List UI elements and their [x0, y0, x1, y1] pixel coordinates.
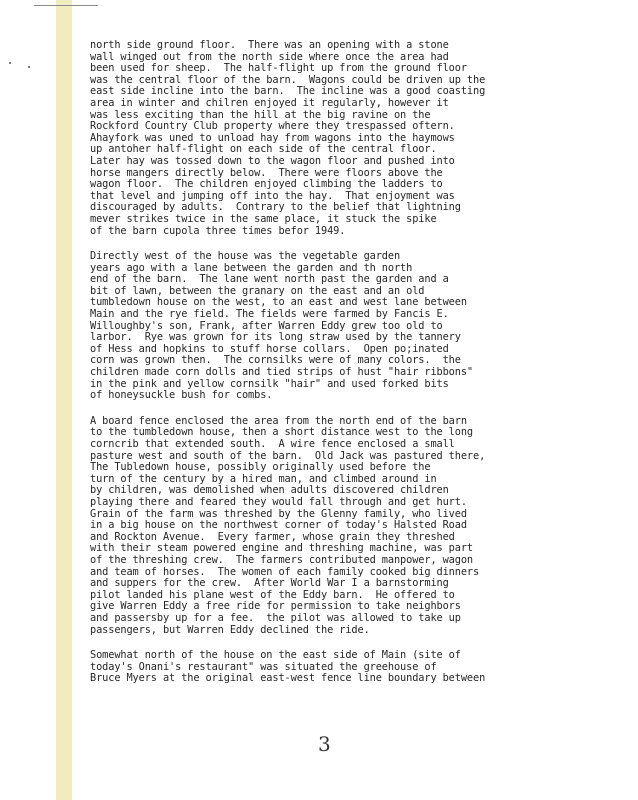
text-line: was the central floor of the barn. Wagons could be driven up the: [90, 74, 486, 86]
text-line: to the tumbledown house, then a short distance west to the long: [90, 427, 473, 439]
text-line: passengers, but Warren Eddy declined the ride.: [90, 624, 370, 636]
text-line: Directly west of the house was the vegetable garden: [90, 251, 401, 263]
text-line: bit of lawn, between the granary on the east and an old: [90, 285, 425, 297]
text-line: give Warren Eddy a free ride for permission to take neighbors: [90, 601, 461, 613]
text-line: Grain of the farm was threshed by the Glenny family, who lived: [90, 508, 467, 520]
paragraph: [90, 416, 590, 636]
text-line: pasture west and south of the barn. Old Jack was pastured there,: [90, 450, 486, 462]
binder-strip: [56, 0, 72, 800]
text-line: discouraged by adults. Contrary to the belief that lightning: [90, 202, 461, 214]
text-line: Bruce Myers at the original east-west fence line boundary between: [90, 673, 486, 685]
text-line: The Tubledown house, possibly originally used before the: [90, 462, 431, 474]
text-line: and team of horses. The women of each family cooked big dinners: [90, 566, 480, 578]
text-line: wagon floor. The children enjoyed climbing the ladders to: [90, 179, 443, 191]
text-line: Somewhat north of the house on the east side of Main (site of: [90, 650, 461, 662]
text-line: larbor. Rye was grown for its long straw used by the tannery: [90, 332, 461, 344]
text-line: and Rockton Avenue. Every farmer, whose grain they threshed: [90, 531, 455, 543]
text-line: of the threshing crew. The farmers contributed manpower, wagon: [90, 554, 473, 566]
paragraph: [90, 650, 590, 685]
text-line: pilot landed his plane west of the Eddy barn. He offered to: [90, 589, 455, 601]
text-line: was less exciting than the hill at the big ravine on the: [90, 109, 431, 121]
text-line: in a big house on the northwest corner of today's Halsted Road: [90, 520, 467, 532]
text-line: of Hess and hopkins to stuff horse collars. Open po;inated: [90, 343, 449, 355]
text-line: east side incline into the barn. The incline was a good coasting: [90, 86, 486, 98]
text-line: Main and the rye field. The fields were farmed by Fancis E.: [90, 309, 449, 321]
text-line: horse mangers directly below. There were floors above the: [90, 167, 443, 179]
paragraph: [90, 40, 590, 237]
text-line: tumbledown house on the west, to an east and west lane between: [90, 297, 467, 309]
text-line: years ago with a lane between the garden and th north: [90, 262, 413, 274]
text-line: Later hay was tossed down to the wagon floor and pushed into: [90, 155, 455, 167]
text-line: Ahayfork was uned to unload hay from wagons into the haymows: [90, 132, 455, 144]
text-line: of the barn cupola three times befor 1949.: [90, 225, 346, 237]
text-line: playing there and feared they would fall through and get hurt.: [90, 496, 467, 508]
text-line: Willoughby's son, Frank, after Warren Eddy grew too old to: [90, 320, 443, 332]
text-line: Rockford Country Club property where they trespassed oftern.: [90, 121, 455, 133]
text-line: by children, was demolished when adults discovered children: [90, 485, 449, 497]
top-rule: [34, 5, 98, 6]
text-line: mever strikes twice in the same place, it stuck the spike: [90, 213, 437, 225]
text-line: wall winged out from the north side where once the area had: [90, 51, 449, 63]
text-line: north side ground floor. There was an opening with a stone: [90, 40, 449, 51]
text-line: up antoher half-flight on each side of the central floor.: [90, 144, 437, 156]
document-body: [90, 40, 590, 699]
text-line: been used for sheep. The half-flight up from the ground floor: [90, 63, 467, 75]
text-line: and suppers for the crew. After World War I a barnstorming: [90, 578, 449, 590]
text-line: area in winter and chilren enjoyed it regularly, however it: [90, 97, 449, 109]
text-line: end of the barn. The lane went north past the garden and a: [90, 274, 449, 286]
text-line: with their steam powered engine and threshing machine, was part: [90, 543, 473, 555]
text-line: corncrib that extended south. A wire fence enclosed a small: [90, 439, 455, 450]
paragraph: [90, 251, 590, 402]
text-line: corn was grown then. The cornsilks were of many colors. the: [90, 355, 461, 367]
scan-speck: [9, 62, 11, 64]
text-line: children made corn dolls and tied strips of hust "hair ribbons": [90, 367, 473, 379]
text-line: A board fence enclosed the area from the north end of the barn: [90, 415, 467, 427]
text-line: and passersby up for a fee. the pilot was allowed to take up: [90, 612, 461, 624]
text-line: that level and jumping off into the hay. That enjoyment was: [90, 190, 455, 202]
text-line: today's Onani's restaurant" was situated the greehouse of: [90, 661, 437, 673]
scan-speck: [28, 66, 30, 68]
text-line: in the pink and yellow cornsilk "hair" and used forked bits: [90, 378, 449, 390]
text-line: turn of the century by a hired man, and climbed around in: [90, 473, 437, 485]
page-number: 3: [318, 732, 331, 756]
text-line: of honeysuckle bush for combs.: [90, 390, 273, 402]
